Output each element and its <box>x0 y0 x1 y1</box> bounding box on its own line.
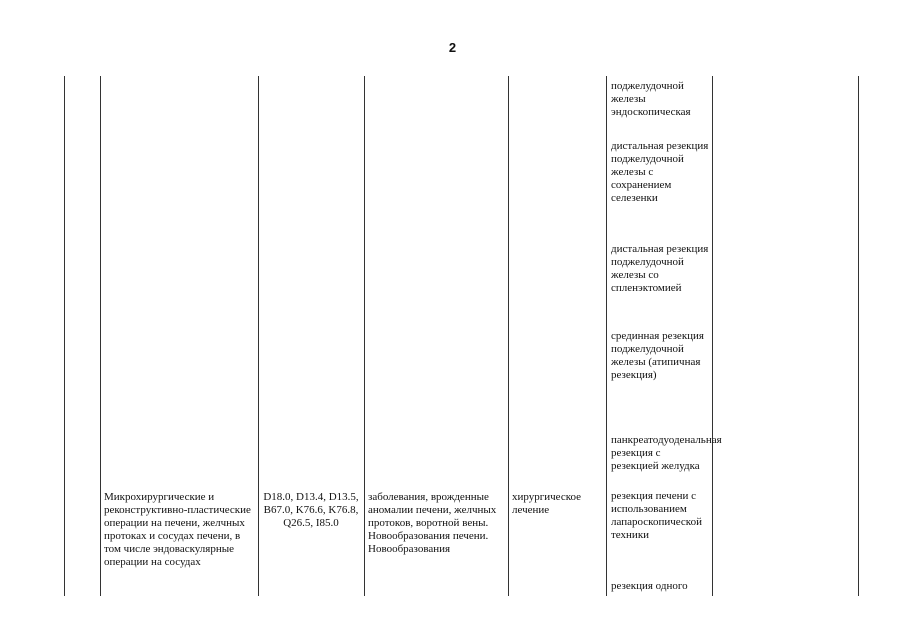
table-border-left <box>64 76 65 596</box>
diagnosis-codes-cell: D18.0, D13.4, D13.5, B67.0, K76.6, K76.8, Q26.5, I85.0 <box>263 491 359 529</box>
method-item: резекция одного <box>611 580 688 592</box>
column-divider <box>100 76 101 596</box>
method-item: панкреатодуоденальная резекция с резекцией желудка <box>611 434 722 472</box>
diagnosis-cell: заболевания, врожденные аномалии печени, желчных протоков, воротной вены. Новообразования печени. Новообразования <box>368 491 497 555</box>
column-divider <box>258 76 259 596</box>
table-border-right <box>858 76 859 596</box>
method-item: дистальная резекция поджелудочной железы с сохранением селезенки <box>611 140 709 204</box>
page-number: 2 <box>448 40 457 55</box>
column-divider <box>364 76 365 596</box>
treatment-methods-cell <box>611 80 722 593</box>
method-item: дистальная резекция поджелудочной железы со спленэктомией <box>611 243 709 294</box>
method-item: срединная резекция поджелудочной железы (атипичная резекция) <box>611 330 704 381</box>
procedure-name-cell: Микрохирургические и реконструктивно-пластические операции на печени, желчных протоках и сосудах печени, в том числе эндоваскулярные операции на сосудах <box>104 491 251 568</box>
treatment-type-cell: хирургическое лечение <box>512 491 582 516</box>
column-divider <box>508 76 509 596</box>
column-divider <box>606 76 607 596</box>
column-divider <box>712 76 713 596</box>
method-item: поджелудочной железы эндоскопическая <box>611 80 691 118</box>
method-item: резекция печени с использованием лапароскопической техники <box>611 490 702 541</box>
